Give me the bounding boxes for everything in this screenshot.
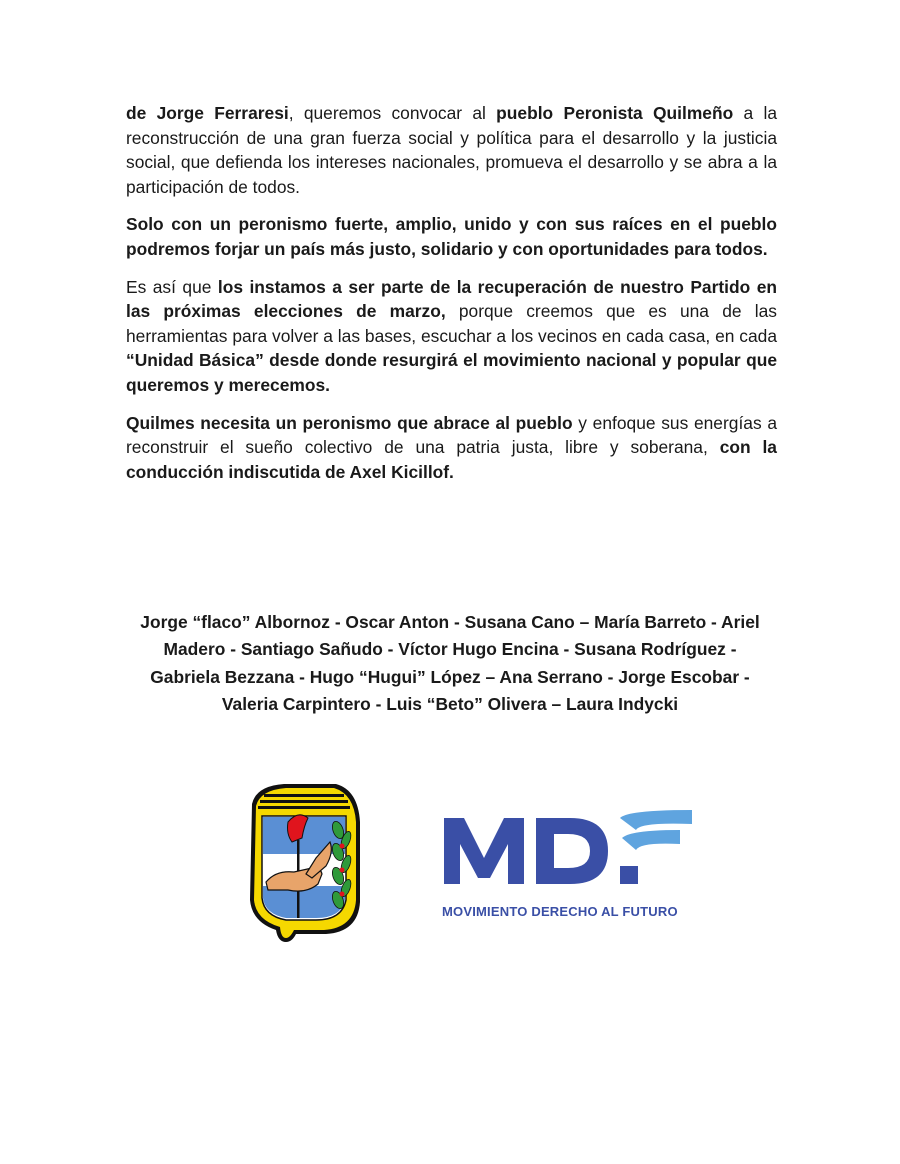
signatories-line: Gabriela Bezzana - Hugo “Hugui” López – Ana Serrano - Jorge Escobar - <box>150 666 750 687</box>
statement-paragraph <box>126 275 777 398</box>
bold-text-segment: pueblo Peronista Quilmeño <box>496 103 734 123</box>
bold-text-segment: los instamos a ser parte de la recuperación de nuestro Partido en las próximas elecciones de marzo, <box>126 276 777 322</box>
statement-paragraph <box>126 101 777 199</box>
statement-body <box>126 101 777 497</box>
peronist-party-shield-icon <box>246 782 362 944</box>
text-segment: y enfoque sus energías a reconstruir el sueño colectivo de una patria justa, libre y soberana, <box>126 412 777 458</box>
signatories-list <box>110 609 790 718</box>
signatories-line: Jorge “flaco” Albornoz - Oscar Anton - Susana Cano – María Barreto - Ariel <box>140 612 760 632</box>
signatories-line: Valeria Carpintero - Luis “Beto” Olivera – Laura Indycki <box>221 693 679 714</box>
bold-text-segment: Solo con un peronismo fuerte, amplio, unido y con sus raíces en el pueblo podremos forjar un país más justo, solidario y con oportunidades para todos. <box>126 214 777 259</box>
mdf-subtitle: MOVIMIENTO DERECHO AL FUTURO <box>442 904 678 919</box>
bold-text-segment: con la conducción indiscutida de Axel Kicillof. <box>126 437 777 482</box>
bold-text-segment: “Unidad Básica” desde donde resurgirá el movimiento nacional y popular que queremos y merecemos. <box>126 350 777 395</box>
text-segment: , queremos convocar al <box>288 103 497 123</box>
text-segment: porque creemos que es una de las herramientas para volver a las bases, escuchar a los vecinos en cada casa, en cada <box>126 301 777 346</box>
statement-paragraph <box>126 411 777 485</box>
bold-text-segment: Quilmes necesita un peronismo que abrace al pueblo <box>126 412 573 433</box>
text-segment: Es así que <box>126 276 218 297</box>
signatories-line: Madero - Santiago Sañudo - Víctor Hugo Encina - Susana Rodríguez - <box>163 639 737 660</box>
text-segment: a la reconstrucción de una gran fuerza social y política para el desarrollo y la justicia social, que defienda los intereses nacionales, promueva el desarrollo y se abra a la participación de todos. <box>126 103 778 197</box>
bold-text-segment: de Jorge Ferraresi <box>126 103 289 123</box>
mdf-logo <box>440 808 702 919</box>
logos-row <box>0 780 900 950</box>
statement-paragraph <box>126 212 777 261</box>
mdf-letters-icon <box>440 808 702 886</box>
